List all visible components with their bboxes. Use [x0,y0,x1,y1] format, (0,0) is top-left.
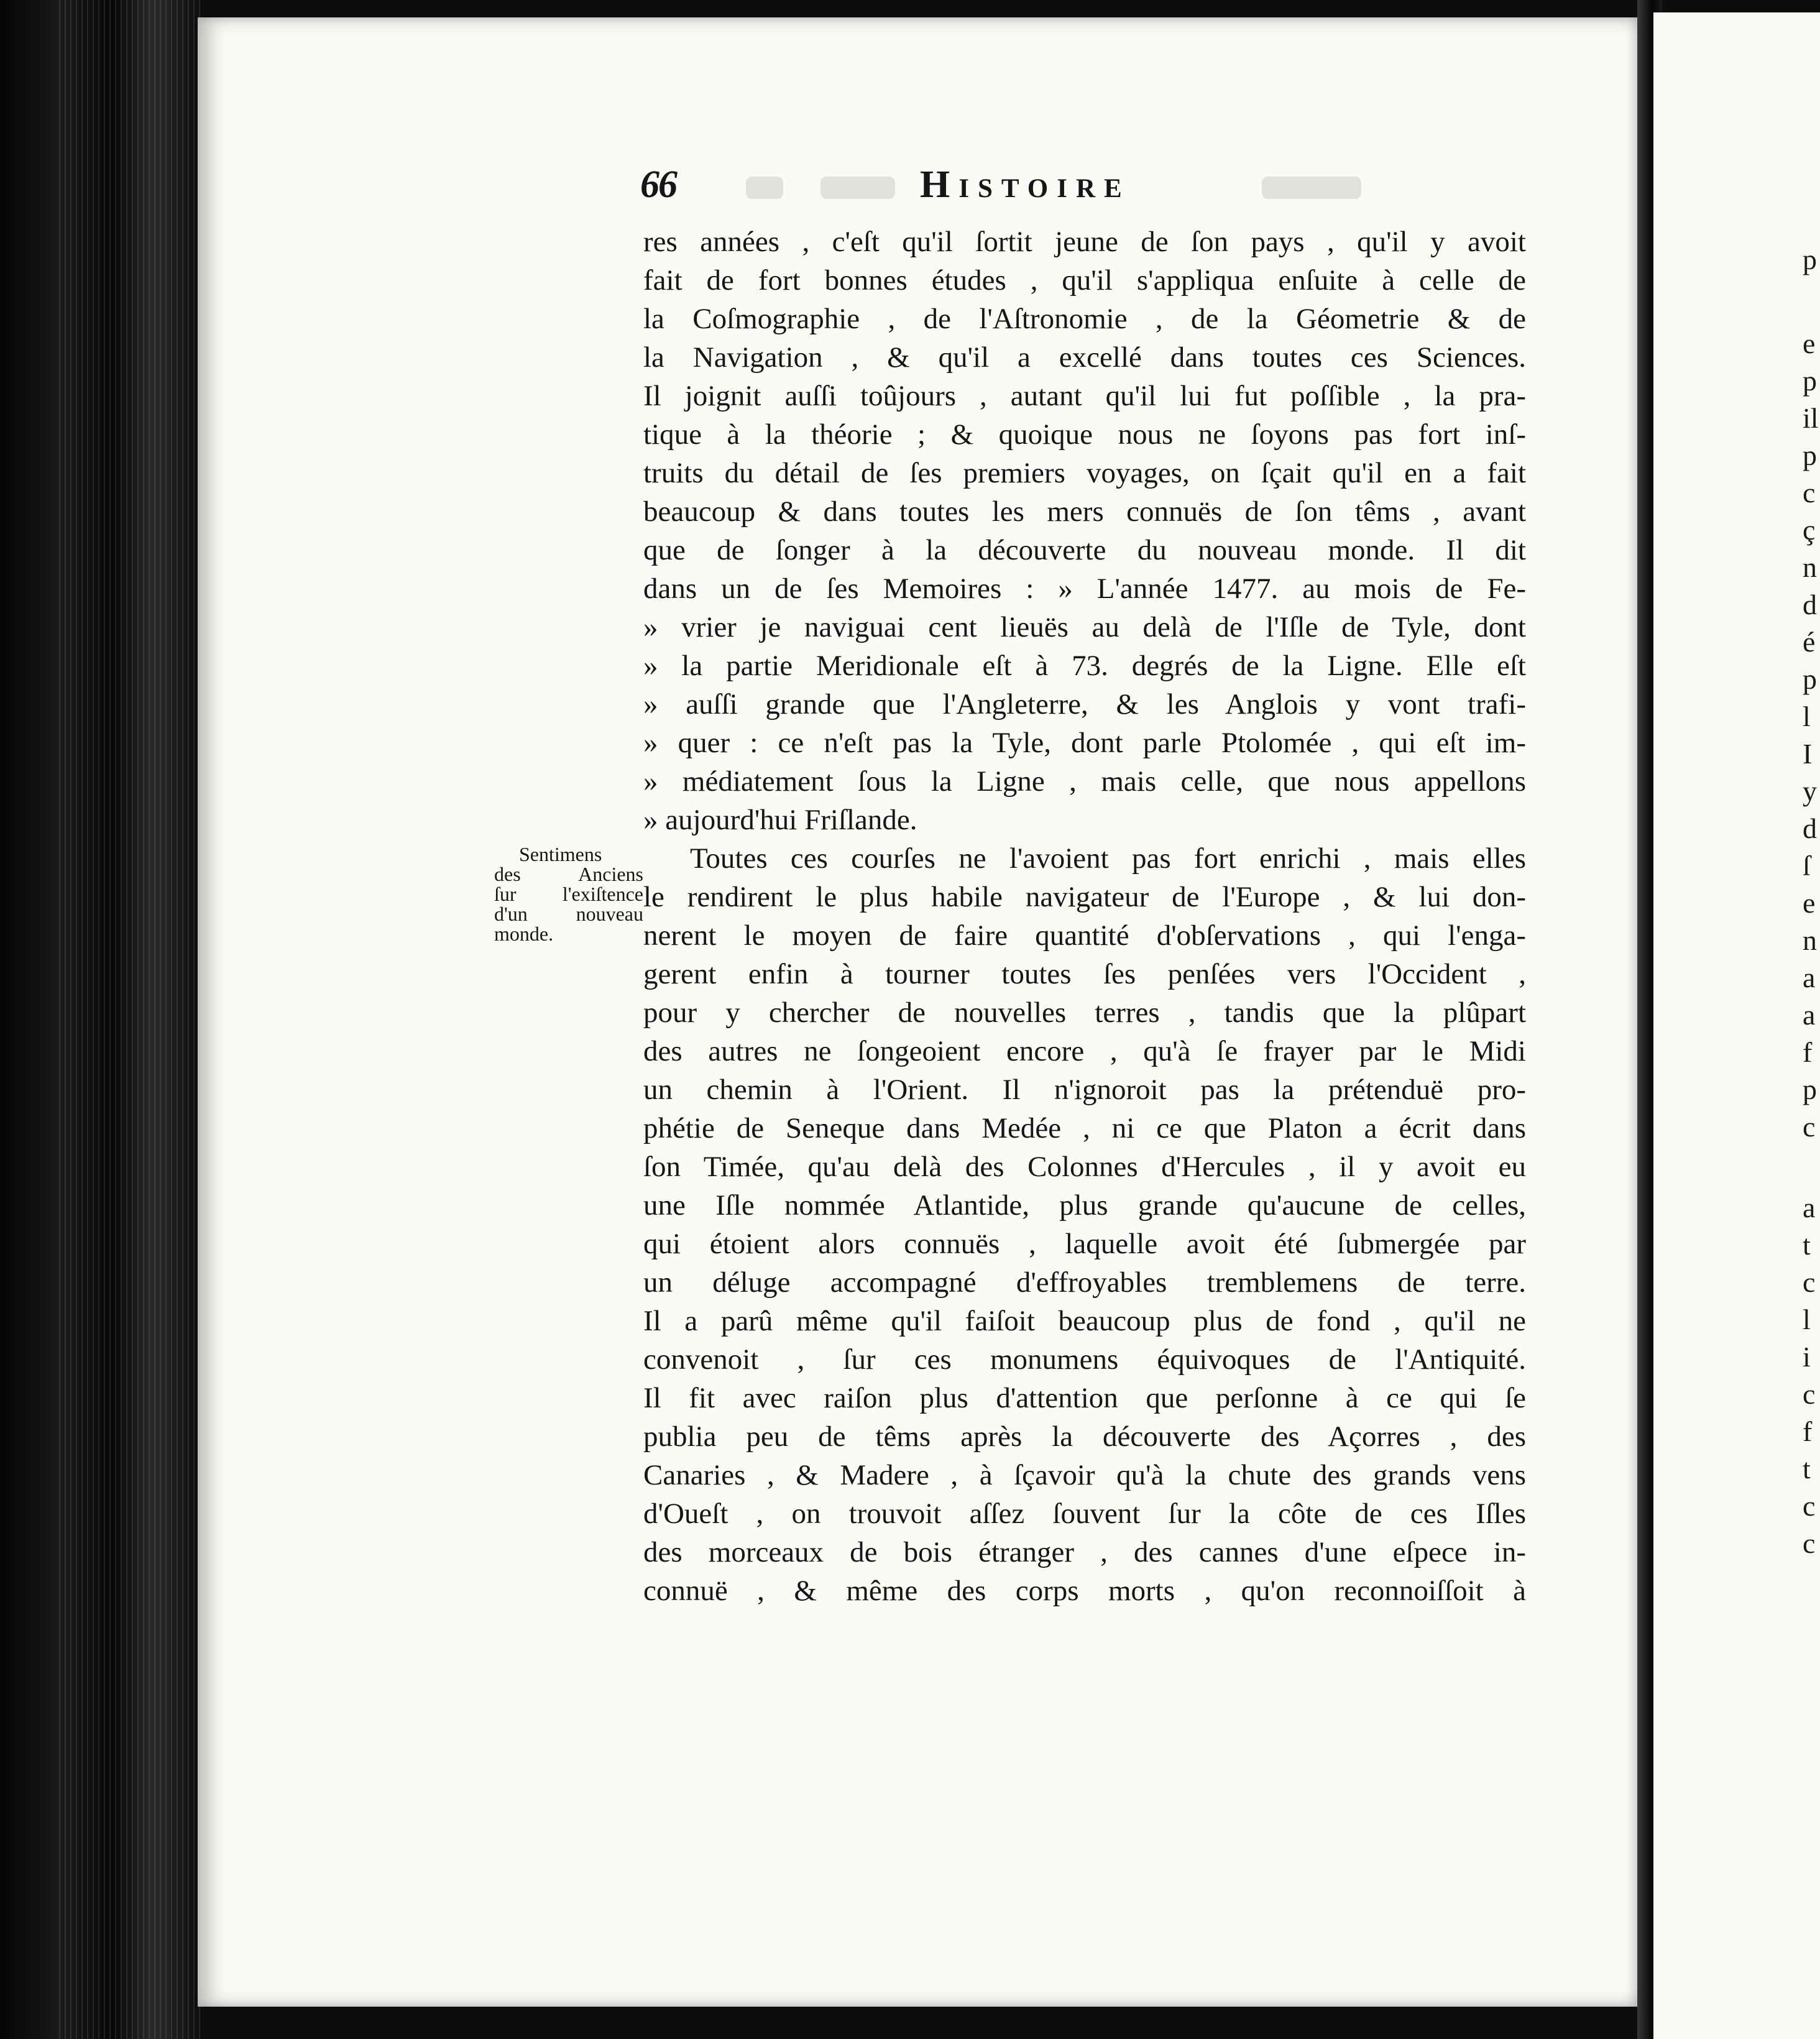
text-line: un déluge accompagné d'effroyables tremblemens de terre. [643,1266,1526,1299]
text-line: pour y chercher de nouvelles terres , tandis que la plûpart [643,996,1526,1029]
facing-page-letter: a [1803,999,1816,1031]
text-line: un chemin à l'Orient. Il n'ignoroit pas la prétenduë pro- [643,1074,1526,1106]
text-line: une Iſle nommée Atlantide, plus grande qu'aucune de celles, [643,1189,1526,1222]
quoted-line: » aujourd'hui Friſlande. [643,804,917,836]
text-line: connuë , & même des corps morts , qu'on reconnoiſſoit à [643,1575,1526,1607]
body-text [643,223,1526,1610]
facing-page-letter: f [1803,1415,1813,1447]
text-line: le rendirent le plus habile navigateur de l'Europe , & lui don- [643,881,1526,913]
facing-page-letter: ſ [1803,850,1811,881]
page-edges [59,0,202,2039]
facing-page-letter: d [1803,812,1817,844]
text-line: la Coſmographie , de l'Aſtronomie , de la Géometrie & de [643,303,1526,335]
text-line: convenoit , ſur ces monumens équivoques de l'Antiquité. [643,1343,1526,1376]
facing-page-letter: t [1803,1453,1811,1484]
text-line: Il fit avec raiſon plus d'attention que perſonne à ce qui ſe [643,1382,1526,1414]
facing-page-letter: é [1803,626,1816,658]
quoted-line: » médiatement ſous la Ligne , mais celle, que nous appellons [643,765,1526,798]
margin-note-line: Sentimens [519,843,602,865]
text-line: ſon Timée, qu'au delà des Colonnes d'Hercules , il y avoit eu [643,1151,1526,1183]
quoted-line: » quer : ce n'eſt pas la Tyle, dont parle Ptolomée , qui eſt im- [643,727,1526,759]
facing-page-letter: p [1803,244,1817,275]
facing-page-letter: c [1803,1490,1816,1522]
facing-page-letter: ç [1803,514,1816,546]
text-line: des autres ne ſongeoient encore , qu'à ſe frayer par le Midi [643,1035,1526,1067]
facing-page-letter: c [1803,1266,1816,1298]
facing-page-letter: p [1803,1074,1817,1105]
text-line: que de ſonger à la découverte du nouveau monde. Il dit [643,534,1526,566]
paragraph-start-line: Toutes ces courſes ne l'avoient pas fort enrichi , mais elles [690,842,1526,875]
facing-page-letter: i [1803,1341,1811,1373]
facing-page-letter: n [1803,551,1817,583]
margin-note-line: d'un nouveau [494,903,643,925]
text-line: beaucoup & dans toutes les mers connuës de ſon têms , avant [643,495,1526,528]
facing-page-letter: f [1803,1036,1813,1068]
text-line: phétie de Seneque dans Medée , ni ce que Platon a écrit dans [643,1112,1526,1144]
facing-page-letter: e [1803,887,1816,919]
quoted-line: » auſſi grande que l'Angleterre, & les Anglois y vont trafi- [643,688,1526,720]
margin-note [494,844,643,944]
text-line: Canaries , & Madere , à ſçavoir qu'à la chute des grands vens [643,1459,1526,1491]
facing-page-letter: l [1803,701,1811,732]
text-line: qui étoient alors connuës , laquelle avoit été ſubmergée par [643,1228,1526,1260]
facing-page-letter: c [1803,1111,1816,1143]
text-line: la Navigation , & qu'il a excellé dans toutes ces Sciences. [643,341,1526,374]
facing-page-letter: y [1803,775,1817,807]
facing-page-letter: c [1803,477,1816,509]
margin-note-line: ſur l'exiſtence [494,883,643,905]
text-line: res années , c'eſt qu'il ſortit jeune de ſon pays , qu'il y avoit [643,226,1526,258]
text-line: fait de fort bonnes études , qu'il s'appliqua enſuite à celle de [643,264,1526,297]
text-line: tique à la théorie ; & quoique nous ne ſoyons pas fort inſ- [643,418,1526,451]
page-header [640,163,1510,213]
facing-page-letter: l [1803,1304,1811,1335]
text-line: publia peu de têms après la découverte des Açorres , des [643,1420,1526,1453]
facing-page-letter: c [1803,1378,1816,1410]
ink-smudge [1262,177,1361,199]
text-line: truits du détail de ſes premiers voyages, on ſçait qu'il en a fait [643,457,1526,489]
facing-page-letter: n [1803,924,1817,956]
ink-smudge [820,177,895,199]
text-line: Il joignit auſſi toûjours , autant qu'il lui fut poſſible , la pra- [643,380,1526,412]
facing-page-letter: p [1803,663,1817,695]
margin-note-line: monde. [494,923,554,945]
facing-page-letter: a [1803,1192,1816,1223]
facing-page-letter: I [1803,738,1813,770]
quoted-line: » la partie Meridionale eſt à 73. degrés de la Ligne. Elle eſt [643,650,1526,682]
text-line: Il a parû même qu'il faiſoit beaucoup plus de fond , qu'il ne [643,1305,1526,1337]
page-number: 66 [640,163,676,206]
facing-page-letter: p [1803,440,1817,471]
facing-page-letter: d [1803,589,1817,620]
margin-note-line: des Anciens [494,863,643,885]
facing-page-letter: c [1803,1527,1816,1559]
facing-page-letter: il [1803,402,1819,434]
facing-page-letter: p [1803,365,1817,397]
text-line: gerent enfin à tourner toutes ſes penſées vers l'Occident , [643,958,1526,990]
ink-smudge [746,177,783,199]
facing-page-letter: e [1803,328,1816,359]
quoted-line: » vrier je naviguai cent lieuës au delà de l'Iſle de Tyle, dont [643,611,1526,643]
running-title: Histoire [920,163,1131,206]
facing-page-letter: a [1803,962,1816,993]
text-line: nerent le moyen de faire quantité d'obſervations , qui l'enga- [643,919,1526,952]
text-line: des morceaux de bois étranger , des cannes d'une eſpece in- [643,1536,1526,1568]
facing-page-letter: t [1803,1229,1811,1261]
facing-page-edge [1653,12,1820,2039]
text-line: d'Oueſt , on trouvoit aſſez ſouvent ſur la côte de ces Iſles [643,1498,1526,1530]
text-line: dans un de ſes Memoires : » L'année 1477. au mois de Fe- [643,573,1526,605]
